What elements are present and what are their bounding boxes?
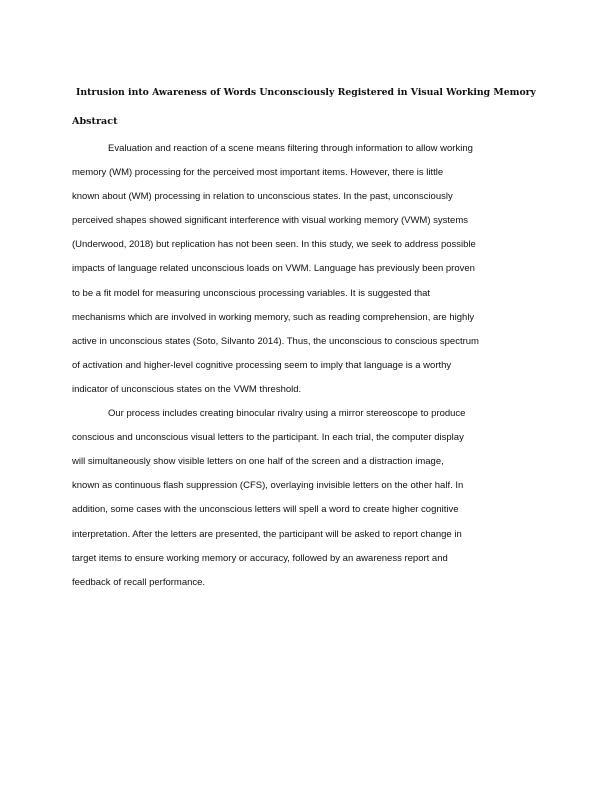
text-line: feedback of recall performance.	[72, 576, 206, 588]
text-line: known about (WM) processing in relation to unconscious states. In the past, unconsciously	[72, 191, 453, 203]
text-line: known as continuous flash suppression (CFS), overlaying invisible letters on the other half. In	[72, 480, 464, 492]
text-line: impacts of language related unconscious loads on VWM. Language has previously been proven	[72, 263, 475, 275]
text-line: perceived shapes showed significant interference with visual working memory (VWM) systems	[72, 215, 468, 227]
text-line: mechanisms which are involved in working memory, such as reading comprehension, are highly	[72, 311, 475, 323]
text-line: target items to ensure working memory or accuracy, followed by an awareness report and	[72, 552, 448, 564]
text-line: Evaluation and reaction of a scene means filtering through information to allow working	[108, 143, 473, 154]
text-line: (Underwood, 2018) but replication has not been seen. In this study, we seek to address possible	[72, 239, 476, 251]
text-line: addition, some cases with the unconscious letters will spell a word to create higher cognitive	[72, 504, 459, 516]
abstract-body	[72, 137, 540, 595]
text-line: interpretation. After the letters are presented, the participant will be asked to report change in	[72, 528, 462, 540]
paragraph	[72, 137, 540, 402]
paper-title: Intrusion into Awareness of Words Unconsciously Registered in Visual Working Memory	[76, 87, 536, 98]
text-line: Our process includes creating binocular rivalry using a mirror stereoscope to produce	[108, 408, 466, 420]
text-line: will simultaneously show visible letters on one half of the screen and a distraction image,	[72, 456, 444, 468]
paragraph	[72, 402, 540, 595]
abstract-heading: Abstract	[72, 116, 118, 127]
text-line: of activation and higher-level cognitive processing seem to imply that language is a worthy	[72, 359, 452, 371]
text-line: to be a fit model for measuring unconscious processing variables. It is suggested that	[72, 287, 431, 299]
text-line: conscious and unconscious visual letters to the participant. In each trial, the computer display	[72, 432, 464, 444]
text-line: active in unconscious states (Soto, Silvanto 2014). Thus, the unconscious to conscious spectrum	[72, 335, 479, 347]
text-line: indicator of unconscious states on the VWM threshold.	[72, 383, 302, 395]
text-line: memory (WM) processing for the perceived most important items. However, there is little	[72, 167, 444, 179]
